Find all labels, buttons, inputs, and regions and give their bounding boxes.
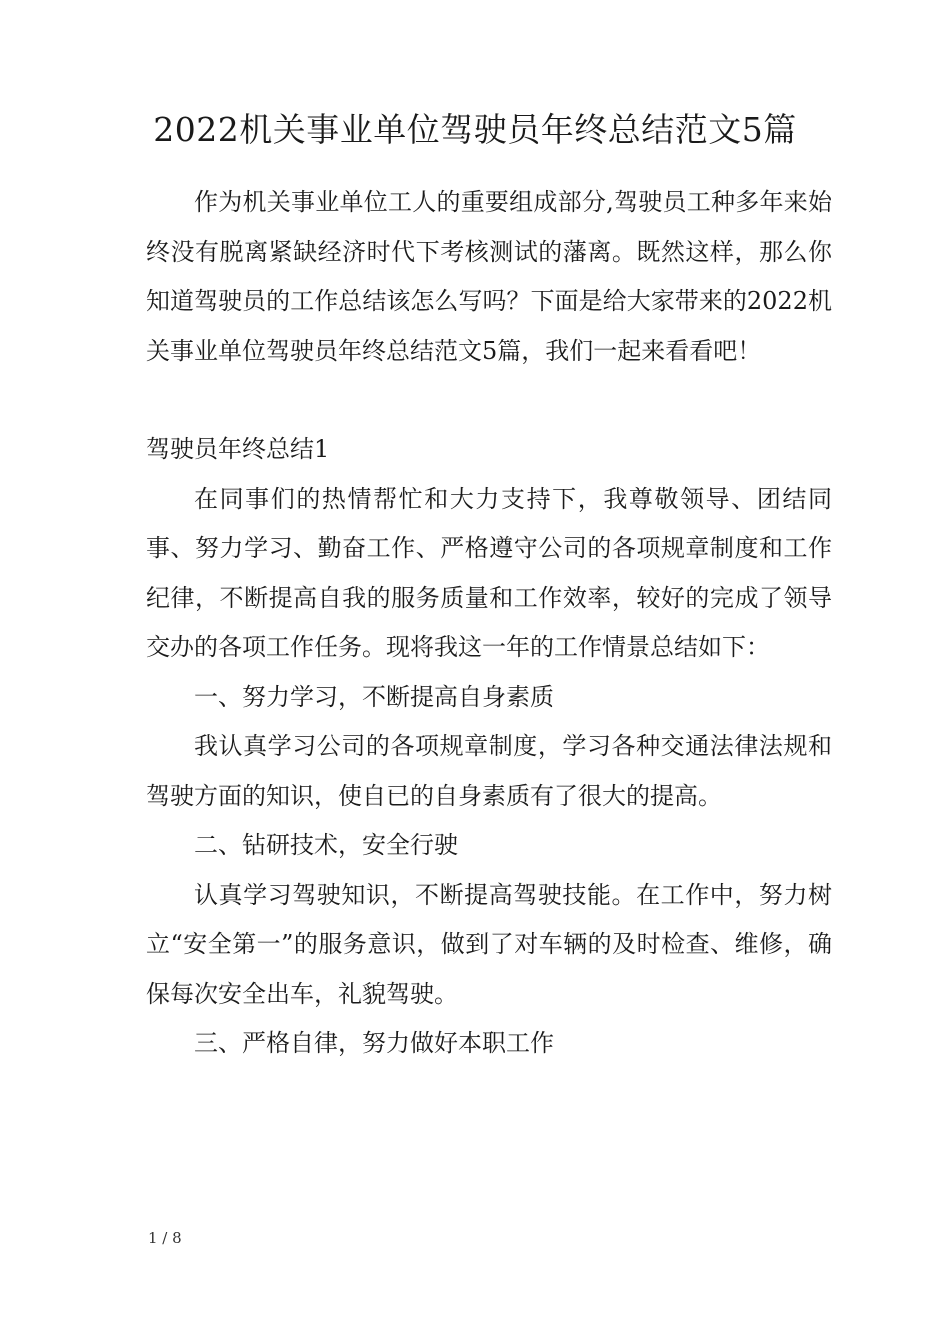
body-paragraph: 认真学习驾驶知识，不断提高驾驶技能。在工作中，努力树立“安全第一”的服务意识，做到了对车辆的及时检查、维修，确保每次安全出车，礼貌驾驶。 [146,880,832,1008]
subheading-driving: 二、钻研技术，安全行驶 [194,831,458,859]
body-paragraph: 在同事们的热情帮忙和大力支持下，我尊敬领导、团结同事、努力学习、勤奋工作、严格遵守公司的各项规章制度和工作纪律，不断提高自我的服务质量和工作效率，较好的完成了领导交办的各项工作任务。现将我这一年的工作情景总结如下： [146,484,832,661]
document-body [146,178,832,1069]
page-indicator: 1 / 8 [148,1229,182,1247]
intro-paragraph: 作为机关事业单位工人的重要组成部分,驾驶员工种多年来始终没有脱离紧缺经济时代下考核测试的藩离。既然这样，那么你知道驾驶员的工作总结该怎么写吗？下面是给大家带来的2022机关事业单位驾驶员年终总结范文5篇，我们一起来看看吧！ [146,188,832,365]
subheading-study: 一、努力学习，不断提高自身素质 [194,682,554,711]
section-heading: 驾驶员年终总结1 [146,435,330,463]
subheading-discipline: 三、严格自律，努力做好本职工作 [194,1029,554,1057]
body-paragraph: 我认真学习公司的各项规章制度，学习各种交通法律法规和驾驶方面的知识，使自已的自身素质有了很大的提高。 [146,732,832,810]
document-title: 2022机关事业单位驾驶员年终总结范文5篇 [153,110,797,149]
paragraph-gap [146,376,832,425]
